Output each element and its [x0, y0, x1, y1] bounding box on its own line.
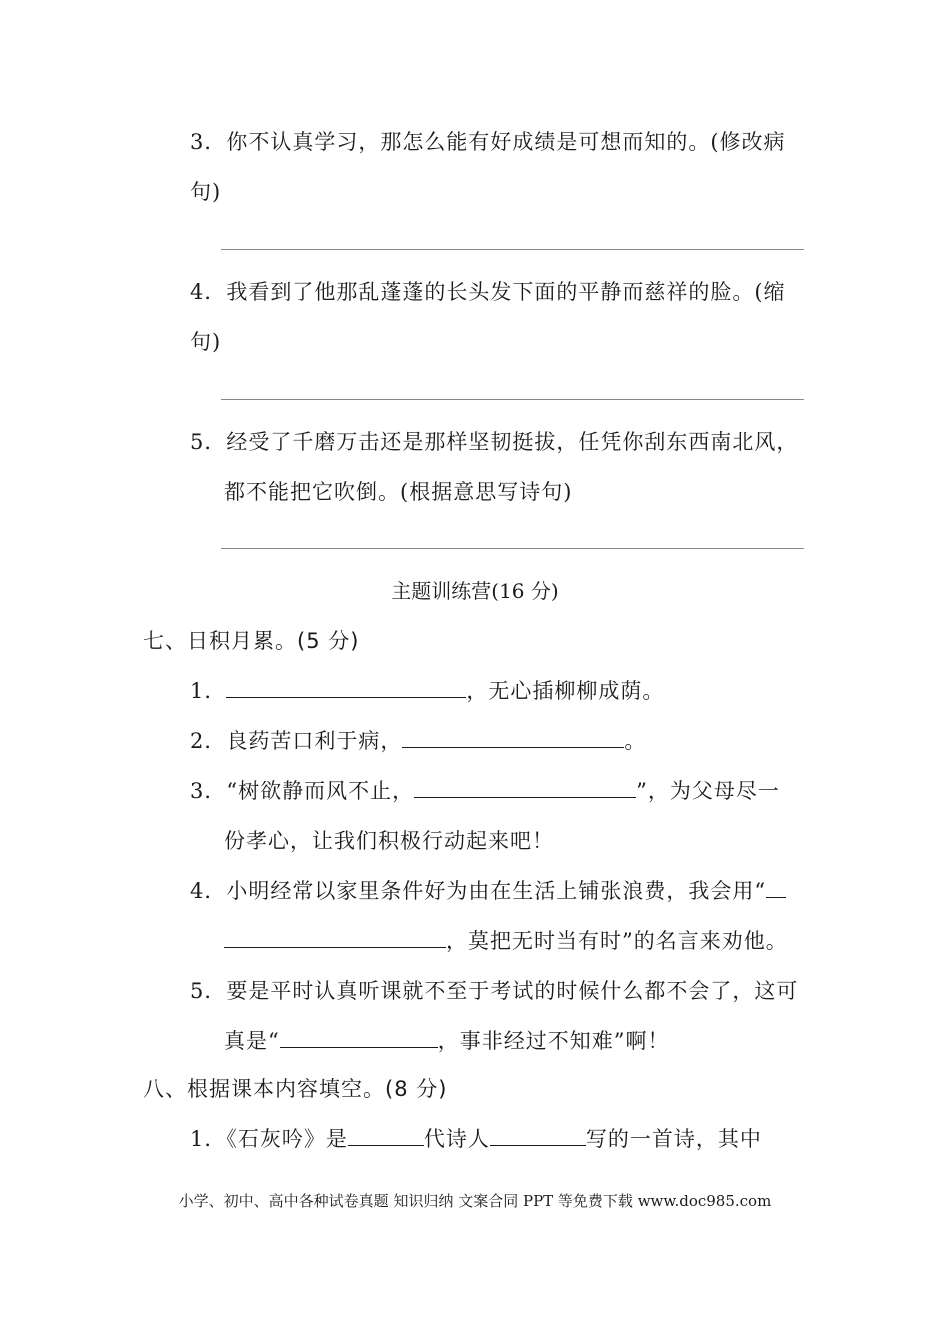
s7-q5-blank[interactable] — [280, 1027, 438, 1048]
s7-q1-blank[interactable] — [226, 677, 466, 698]
section-title: 主题训练营(16 分) — [391, 579, 559, 603]
s8-q1 — [190, 1125, 762, 1153]
s8-q1-blank-dynasty[interactable] — [348, 1125, 424, 1146]
s7-q3-line1 — [190, 777, 780, 805]
question-4-line1: 4．我看到了他那乱蓬蓬的长头发下面的平静而慈祥的脸。(缩 — [190, 280, 786, 304]
section-7-heading: 七、日积月累。(5 分) — [143, 629, 360, 653]
s7-q4-line2 — [224, 927, 788, 955]
s7-q5-line1: 5．要是平时认真听课就不至于考试的时候什么都不会了，这可 — [190, 979, 799, 1003]
s7-q4-text: 4．小明经常以家里条件好为由在生活上铺张浪费，我会用“ — [190, 879, 767, 903]
page-footer: 小学、初中、高中各种试卷真题 知识归纳 文案合同 PPT 等免费下载 www.doc985.com — [178, 1192, 772, 1210]
question-3-line1: 3．你不认真学习，那怎么能有好成绩是可想而知的。(修改病 — [190, 130, 786, 154]
s7-q5-line2 — [224, 1027, 670, 1055]
s7-q2 — [190, 727, 646, 755]
s7-q3-blank[interactable] — [414, 777, 636, 798]
question-4-line2: 句) — [190, 330, 222, 354]
s7-q3-line2: 份孝心，让我们积极行动起来吧！ — [224, 829, 554, 853]
s7-q1-number: 1． — [190, 679, 227, 703]
s7-q5-text: 真是“ — [224, 1029, 280, 1053]
s7-q2-end: 。 — [624, 729, 647, 753]
s7-q3-text: 3．“树欲静而风不止， — [190, 779, 415, 803]
s8-q1-mid: 代诗人 — [423, 1127, 490, 1151]
s8-q1-end: 写的一首诗，其中 — [585, 1127, 762, 1151]
s7-q4-line1 — [190, 877, 786, 905]
question-3-line2: 句) — [190, 180, 222, 204]
question-5-line2: 都不能把它吹倒。(根据意思写诗句) — [224, 480, 573, 504]
s7-q2-text: 2．良药苦口利于病， — [190, 729, 403, 753]
s7-q4-blank-start[interactable] — [766, 877, 786, 898]
answer-line-4[interactable] — [221, 399, 804, 400]
answer-line-5[interactable] — [221, 548, 804, 549]
s8-q1-blank-poet[interactable] — [490, 1125, 586, 1146]
s7-q2-blank[interactable] — [402, 727, 624, 748]
s7-q1 — [190, 677, 664, 705]
s7-q5-end: ，事非经过不知难”啊！ — [437, 1029, 670, 1053]
s8-q1-text: 1．《石灰吟》是 — [190, 1127, 348, 1151]
answer-line-3[interactable] — [221, 249, 804, 250]
s7-q4-end: ，莫把无时当有时”的名言来劝他。 — [446, 929, 788, 953]
s7-q3-end: ”，为父母尽一 — [636, 779, 780, 803]
s7-q1-text: ，无心插柳柳成荫。 — [466, 679, 665, 703]
s7-q4-blank[interactable] — [224, 927, 446, 948]
question-5-line1: 5．经受了千磨万击还是那样坚韧挺拔，任凭你刮东西南北风， — [190, 430, 799, 454]
section-8-heading: 八、根据课本内容填空。(8 分) — [143, 1077, 448, 1101]
